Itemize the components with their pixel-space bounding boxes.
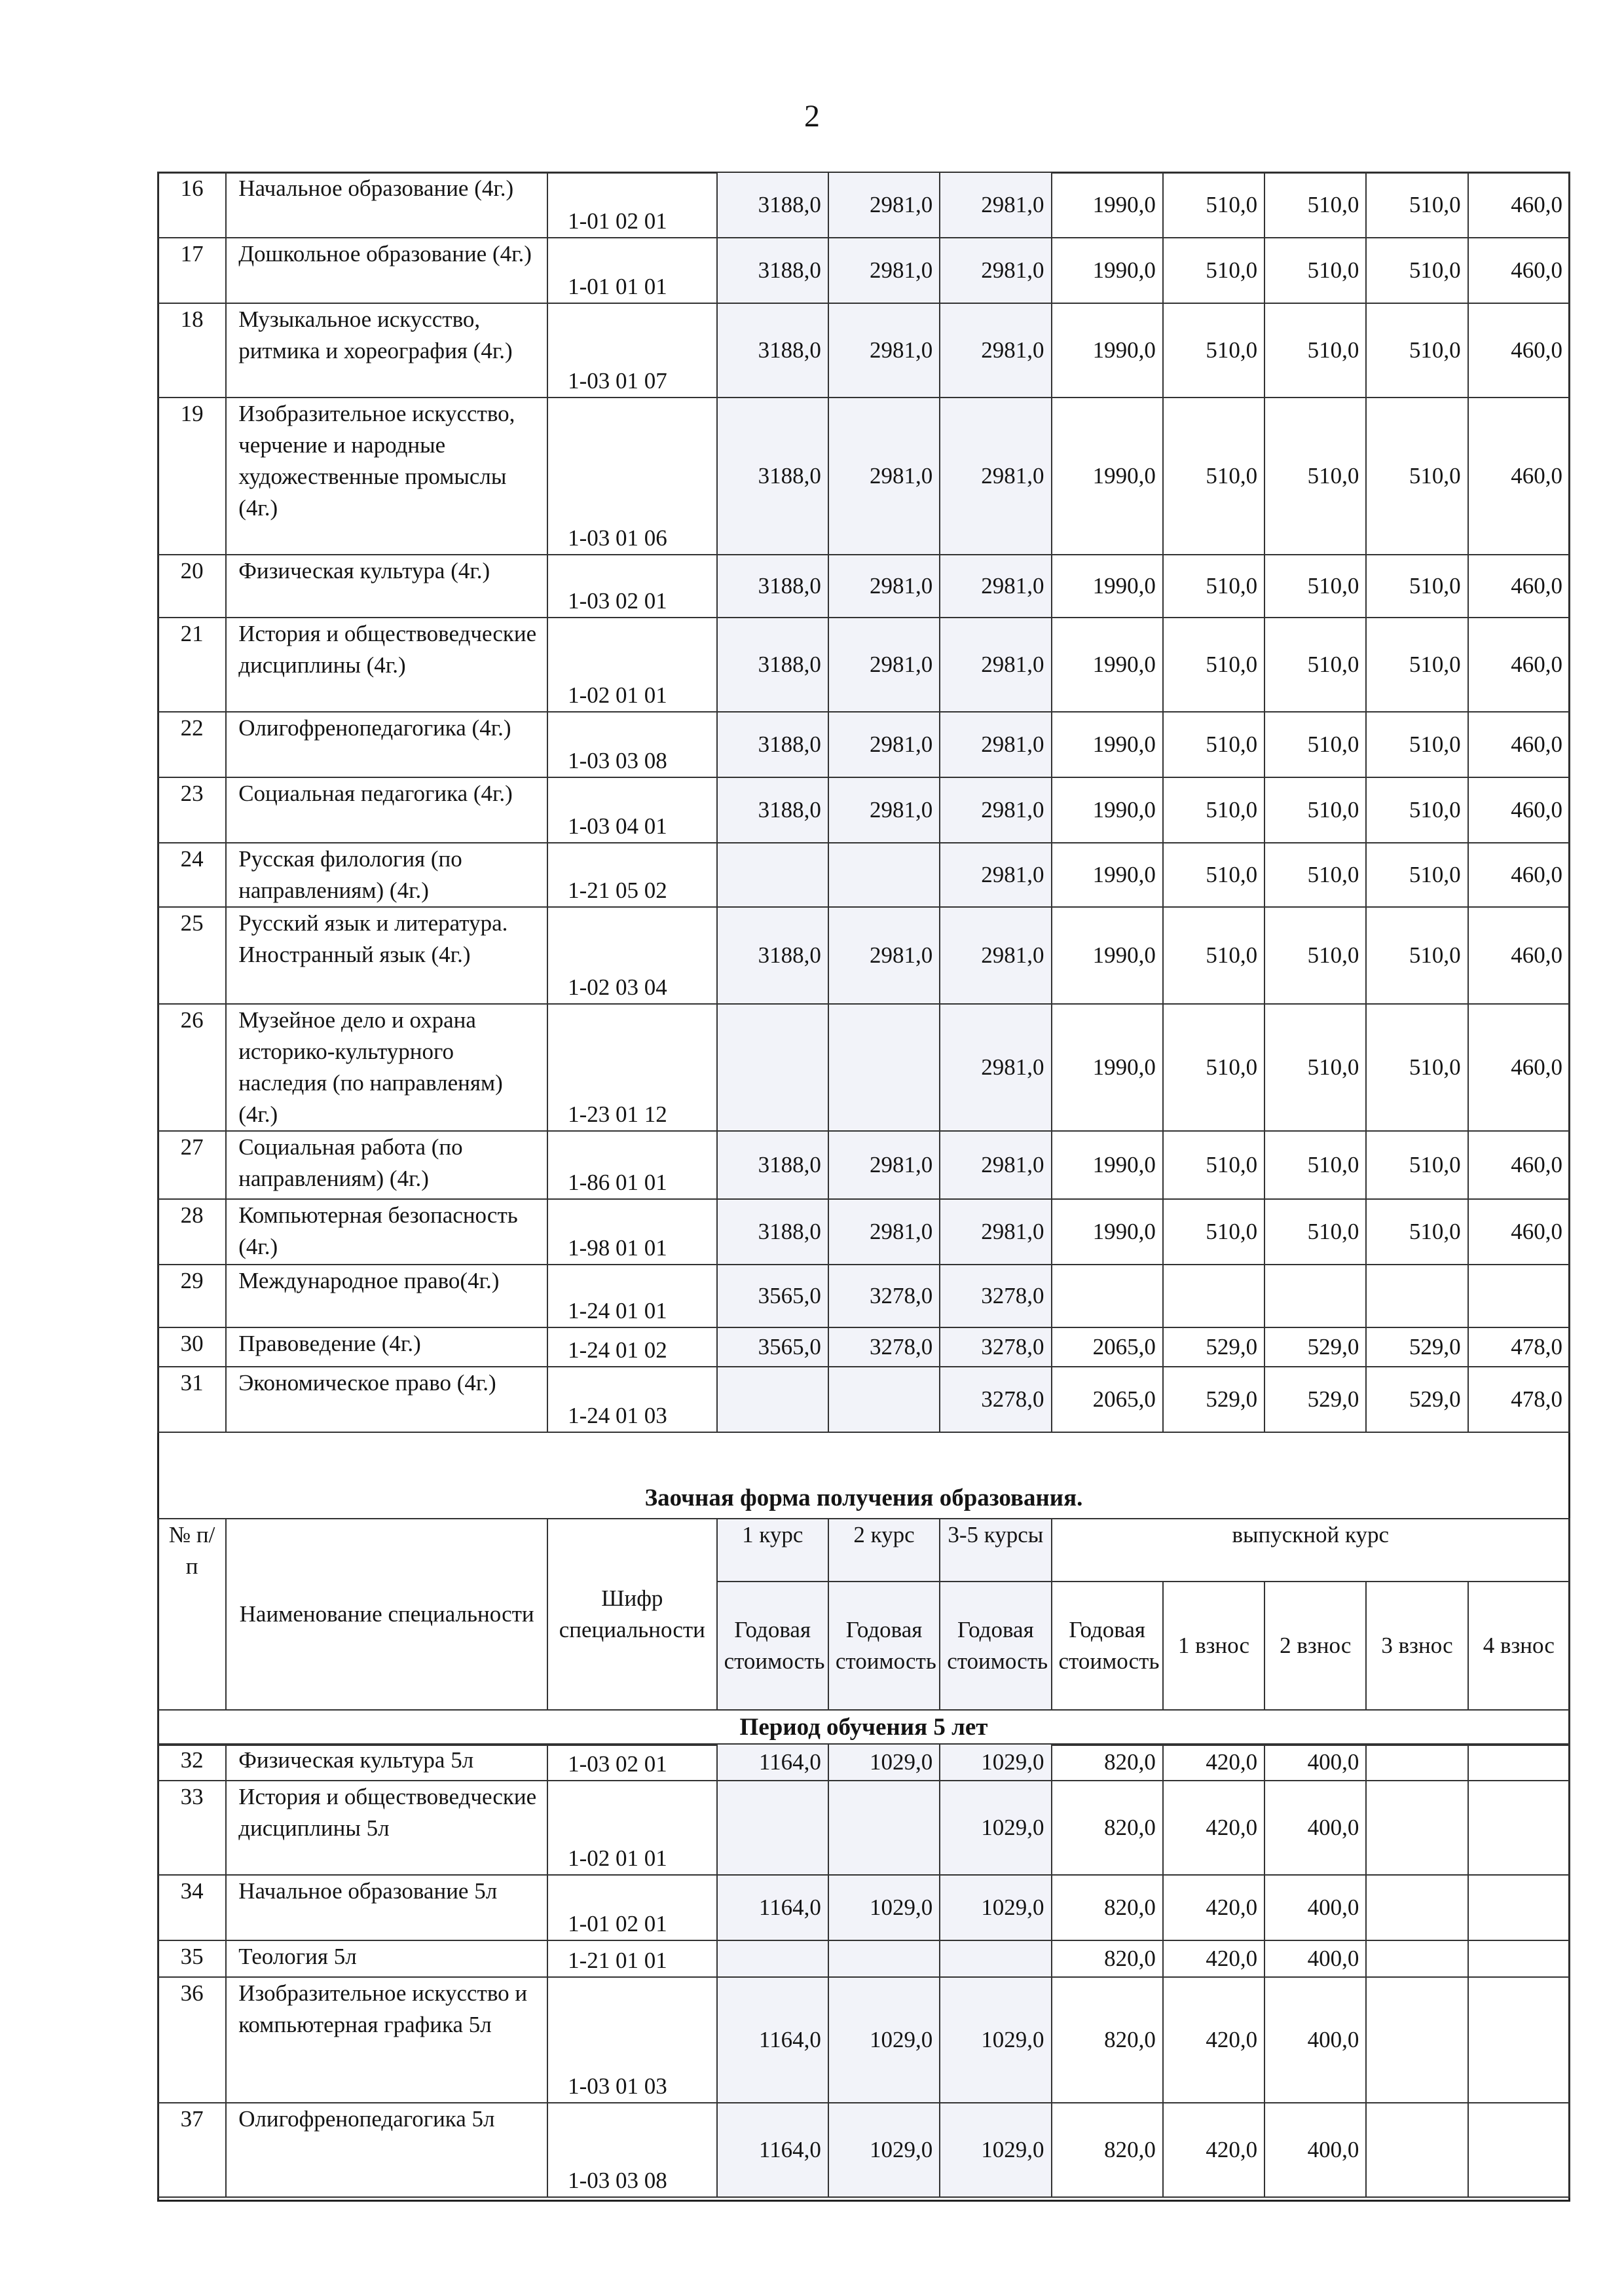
cost-course-1: 3188,0	[717, 712, 828, 777]
cost-course-3-5: 2981,0	[940, 398, 1051, 555]
installment-1: 510,0	[1163, 618, 1264, 712]
cost-graduate: 1990,0	[1052, 398, 1163, 555]
cost-graduate: 820,0	[1052, 1940, 1163, 1977]
page-number: 2	[804, 99, 820, 134]
cost-graduate: 820,0	[1052, 2103, 1163, 2197]
cost-graduate: 1990,0	[1052, 618, 1163, 712]
cost-course-2: 2981,0	[828, 1131, 940, 1199]
installment-2: 529,0	[1264, 1367, 1366, 1432]
table-row	[158, 1744, 1570, 1781]
cost-course-2	[828, 1004, 940, 1131]
installment-1: 510,0	[1163, 303, 1264, 398]
specialty-code: 1-01 02 01	[547, 1875, 716, 1940]
specialty-code: 1-01 01 01	[547, 238, 716, 303]
cost-graduate: 1990,0	[1052, 303, 1163, 398]
installment-4	[1468, 1977, 1570, 2103]
row-number: 19	[158, 398, 226, 555]
row-number: 34	[158, 1875, 226, 1940]
installment-2: 510,0	[1264, 907, 1366, 1004]
installment-4: 460,0	[1468, 777, 1570, 843]
cost-course-3-5: 3278,0	[940, 1265, 1051, 1327]
installment-1: 529,0	[1163, 1327, 1264, 1367]
installment-4: 460,0	[1468, 843, 1570, 907]
cost-graduate: 1990,0	[1052, 238, 1163, 303]
cost-course-1: 3188,0	[717, 618, 828, 712]
installment-3: 510,0	[1366, 398, 1467, 555]
specialty-code: 1-23 01 12	[547, 1004, 716, 1131]
installment-2: 529,0	[1264, 1327, 1366, 1367]
row-number: 16	[158, 172, 226, 238]
cost-course-1	[717, 1940, 828, 1977]
specialty-name: Физическая культура (4г.)	[226, 555, 547, 618]
installment-3: 510,0	[1366, 907, 1467, 1004]
header-annual-2: Годовая стоимость	[828, 1582, 940, 1710]
cost-course-2: 1029,0	[828, 1744, 940, 1781]
installment-4: 460,0	[1468, 907, 1570, 1004]
installment-3	[1366, 1744, 1467, 1781]
installment-4: 460,0	[1468, 238, 1570, 303]
specialty-code: 1-02 01 01	[547, 1781, 716, 1875]
cost-course-1: 3188,0	[717, 1131, 828, 1199]
cost-course-1: 1164,0	[717, 2103, 828, 2197]
cost-course-3-5	[940, 1940, 1051, 1977]
cost-graduate: 1990,0	[1052, 1199, 1163, 1265]
installment-3: 510,0	[1366, 618, 1467, 712]
cost-course-3-5: 2981,0	[940, 303, 1051, 398]
installment-4	[1468, 1940, 1570, 1977]
installment-2: 510,0	[1264, 398, 1366, 555]
cost-course-3-5: 3278,0	[940, 1367, 1051, 1432]
installment-3: 510,0	[1366, 238, 1467, 303]
cost-graduate: 820,0	[1052, 1875, 1163, 1940]
installment-3: 510,0	[1366, 1199, 1467, 1265]
part-time-header	[157, 1518, 1570, 1746]
table-row	[158, 398, 1570, 555]
installment-2: 510,0	[1264, 1131, 1366, 1199]
installment-2: 510,0	[1264, 843, 1366, 907]
specialty-name: История и обществоведческие дисциплины (4г.)	[226, 618, 547, 712]
cost-course-2	[828, 843, 940, 907]
cost-course-3-5: 1029,0	[940, 1744, 1051, 1781]
cost-course-3-5: 2981,0	[940, 1131, 1051, 1199]
cost-course-1: 3188,0	[717, 555, 828, 618]
installment-2: 510,0	[1264, 1004, 1366, 1131]
specialty-name: Социальная педагогика (4г.)	[226, 777, 547, 843]
table-row	[158, 777, 1570, 843]
specialty-code: 1-21 01 01	[547, 1940, 716, 1977]
header-inst-3: 3 взнос	[1366, 1582, 1467, 1710]
installment-3: 510,0	[1366, 712, 1467, 777]
cost-course-2: 3278,0	[828, 1265, 940, 1327]
table-row	[158, 1327, 1570, 1367]
row-number: 30	[158, 1327, 226, 1367]
specialty-name: История и обществоведческие дисциплины 5л	[226, 1781, 547, 1875]
table-row	[158, 1875, 1570, 1940]
installment-4	[1468, 1875, 1570, 1940]
installment-3	[1366, 1265, 1467, 1327]
specialty-code: 1-03 03 08	[547, 712, 716, 777]
header-annual-4: Годовая стоимость	[1052, 1582, 1163, 1710]
installment-1: 420,0	[1163, 1940, 1264, 1977]
installment-2: 510,0	[1264, 238, 1366, 303]
installment-4	[1468, 1781, 1570, 1875]
cost-course-2: 2981,0	[828, 238, 940, 303]
installment-4: 460,0	[1468, 618, 1570, 712]
row-number: 26	[158, 1004, 226, 1131]
specialty-name: Начальное образование 5л	[226, 1875, 547, 1940]
specialty-code: 1-21 05 02	[547, 843, 716, 907]
cost-course-3-5: 2981,0	[940, 907, 1051, 1004]
cost-course-3-5: 1029,0	[940, 1781, 1051, 1875]
cost-graduate: 2065,0	[1052, 1327, 1163, 1367]
row-number: 36	[158, 1977, 226, 2103]
specialty-code: 1-02 01 01	[547, 618, 716, 712]
installment-4: 460,0	[1468, 1199, 1570, 1265]
cost-course-1: 3188,0	[717, 238, 828, 303]
table-row	[158, 1940, 1570, 1977]
installment-3: 510,0	[1366, 172, 1467, 238]
cost-course-1: 3188,0	[717, 907, 828, 1004]
header-course35: 3-5 курсы	[940, 1519, 1051, 1582]
table-row	[158, 2103, 1570, 2197]
installment-1: 510,0	[1163, 777, 1264, 843]
cost-graduate: 1990,0	[1052, 555, 1163, 618]
installment-1: 420,0	[1163, 1977, 1264, 2103]
specialty-code: 1-03 02 01	[547, 1744, 716, 1781]
cost-course-1	[717, 1367, 828, 1432]
specialty-code: 1-01 02 01	[547, 172, 716, 238]
header-graduate: выпускной курс	[1052, 1519, 1570, 1582]
installment-3	[1366, 1781, 1467, 1875]
table-row	[158, 843, 1570, 907]
installment-1: 420,0	[1163, 2103, 1264, 2197]
cost-graduate: 820,0	[1052, 1781, 1163, 1875]
table-row	[158, 1265, 1570, 1327]
header-inst-1: 1 взнос	[1163, 1582, 1264, 1710]
row-number: 20	[158, 555, 226, 618]
cost-course-3-5: 2981,0	[940, 777, 1051, 843]
cost-course-2: 2981,0	[828, 777, 940, 843]
cost-graduate: 1990,0	[1052, 777, 1163, 843]
installment-2: 510,0	[1264, 777, 1366, 843]
cost-course-3-5: 2981,0	[940, 238, 1051, 303]
specialty-name: Музыкальное искусство, ритмика и хореография (4г.)	[226, 303, 547, 398]
table-row	[158, 1977, 1570, 2103]
cost-course-1: 1164,0	[717, 1977, 828, 2103]
header-name: Наименование специальности	[226, 1519, 547, 1710]
installment-2: 400,0	[1264, 2103, 1366, 2197]
table-row	[158, 555, 1570, 618]
specialty-name: Компьютерная безопасность (4г.)	[226, 1199, 547, 1265]
table-row	[158, 1199, 1570, 1265]
installment-1: 529,0	[1163, 1367, 1264, 1432]
installment-2: 510,0	[1264, 303, 1366, 398]
installment-1: 420,0	[1163, 1875, 1264, 1940]
specialty-code: 1-03 01 06	[547, 398, 716, 555]
installment-1: 510,0	[1163, 398, 1264, 555]
installment-3: 510,0	[1366, 777, 1467, 843]
cost-course-1	[717, 1781, 828, 1875]
installment-3: 510,0	[1366, 555, 1467, 618]
row-number: 33	[158, 1781, 226, 1875]
cost-graduate: 820,0	[1052, 1977, 1163, 2103]
cost-course-2: 2981,0	[828, 712, 940, 777]
row-number: 22	[158, 712, 226, 777]
table-row	[158, 1781, 1570, 1875]
cost-course-2: 1029,0	[828, 2103, 940, 2197]
cost-course-1: 1164,0	[717, 1744, 828, 1781]
row-number: 28	[158, 1199, 226, 1265]
installment-3: 529,0	[1366, 1327, 1467, 1367]
specialty-code: 1-98 01 01	[547, 1199, 716, 1265]
specialty-name: Русский язык и литература. Иностранный язык (4г.)	[226, 907, 547, 1004]
installment-3	[1366, 1940, 1467, 1977]
row-number: 32	[158, 1744, 226, 1781]
cost-course-1: 3565,0	[717, 1327, 828, 1367]
cost-course-2: 2981,0	[828, 907, 940, 1004]
full-time-table	[157, 172, 1570, 1433]
table-row	[158, 303, 1570, 398]
period-title: Период обучения 5 лет	[158, 1710, 1570, 1745]
cost-graduate: 1990,0	[1052, 907, 1163, 1004]
specialty-name: Международное право(4г.)	[226, 1265, 547, 1327]
installment-4: 460,0	[1468, 1004, 1570, 1131]
specialty-name: Изобразительное искусство и компьютерная графика 5л	[226, 1977, 547, 2103]
row-number: 35	[158, 1940, 226, 1977]
installment-2: 510,0	[1264, 618, 1366, 712]
cost-course-1: 3188,0	[717, 398, 828, 555]
installment-4: 460,0	[1468, 398, 1570, 555]
table-row	[158, 1131, 1570, 1199]
cost-course-2	[828, 1940, 940, 1977]
specialty-code: 1-24 01 01	[547, 1265, 716, 1327]
installment-2: 510,0	[1264, 555, 1366, 618]
cost-course-1: 1164,0	[717, 1875, 828, 1940]
header-code: Шифр специальности	[547, 1519, 716, 1710]
header-course2: 2 курс	[828, 1519, 940, 1582]
cost-course-2: 2981,0	[828, 303, 940, 398]
cost-course-3-5: 2981,0	[940, 1199, 1051, 1265]
cost-graduate: 820,0	[1052, 1744, 1163, 1781]
cost-graduate: 1990,0	[1052, 712, 1163, 777]
header-num: № п/п	[158, 1519, 226, 1710]
cost-course-3-5: 2981,0	[940, 843, 1051, 907]
header-inst-4: 4 взнос	[1468, 1582, 1570, 1710]
row-number: 25	[158, 907, 226, 1004]
installment-2: 510,0	[1264, 712, 1366, 777]
cost-course-1	[717, 843, 828, 907]
installment-2: 400,0	[1264, 1977, 1366, 2103]
table-row	[158, 172, 1570, 238]
cost-course-1: 3188,0	[717, 777, 828, 843]
installment-2: 510,0	[1264, 1199, 1366, 1265]
row-number: 37	[158, 2103, 226, 2197]
header-inst-2: 2 взнос	[1264, 1582, 1366, 1710]
installment-2: 400,0	[1264, 1744, 1366, 1781]
specialty-name: Олигофренопедагогика (4г.)	[226, 712, 547, 777]
cost-course-3-5: 2981,0	[940, 1004, 1051, 1131]
specialty-name: Дошкольное образование (4г.)	[226, 238, 547, 303]
part-time-title: Заочная форма получения образования.	[644, 1485, 1083, 1511]
cost-course-1: 3188,0	[717, 1199, 828, 1265]
cost-course-2: 1029,0	[828, 1977, 940, 2103]
cost-graduate: 1990,0	[1052, 843, 1163, 907]
specialty-code: 1-03 02 01	[547, 555, 716, 618]
specialty-name: Правоведение (4г.)	[226, 1327, 547, 1367]
cost-graduate: 2065,0	[1052, 1367, 1163, 1432]
installment-1: 420,0	[1163, 1781, 1264, 1875]
specialty-name: Олигофренопедагогика 5л	[226, 2103, 547, 2197]
installment-2: 510,0	[1264, 172, 1366, 238]
cost-course-2: 2981,0	[828, 172, 940, 238]
row-number: 17	[158, 238, 226, 303]
table-row	[158, 238, 1570, 303]
cost-course-3-5: 3278,0	[940, 1327, 1051, 1367]
header-annual-3: Годовая стоимость	[940, 1582, 1051, 1710]
installment-4: 478,0	[1468, 1367, 1570, 1432]
installment-2: 400,0	[1264, 1781, 1366, 1875]
installment-1: 510,0	[1163, 712, 1264, 777]
installment-4: 460,0	[1468, 1131, 1570, 1199]
installment-3: 510,0	[1366, 1004, 1467, 1131]
installment-3: 510,0	[1366, 1131, 1467, 1199]
installment-3: 510,0	[1366, 303, 1467, 398]
specialty-name: Изобразительное искусство, черчение и народные художественные промыслы (4г.)	[226, 398, 547, 555]
specialty-name: Начальное образование (4г.)	[226, 172, 547, 238]
installment-1: 510,0	[1163, 1199, 1264, 1265]
cost-graduate	[1052, 1265, 1163, 1327]
cost-course-3-5: 1029,0	[940, 1875, 1051, 1940]
row-number: 18	[158, 303, 226, 398]
specialty-code: 1-86 01 01	[547, 1131, 716, 1199]
header-annual-1: Годовая стоимость	[717, 1582, 828, 1710]
cost-course-1: 3188,0	[717, 303, 828, 398]
specialty-name: Экономическое право (4г.)	[226, 1367, 547, 1432]
installment-1	[1163, 1265, 1264, 1327]
installment-3	[1366, 1875, 1467, 1940]
row-number: 24	[158, 843, 226, 907]
cost-course-2	[828, 1781, 940, 1875]
cost-course-3-5: 1029,0	[940, 1977, 1051, 2103]
table-row	[158, 907, 1570, 1004]
cost-course-2	[828, 1367, 940, 1432]
installment-4: 460,0	[1468, 555, 1570, 618]
row-number: 23	[158, 777, 226, 843]
specialty-code: 1-03 01 03	[547, 1977, 716, 2103]
row-number: 21	[158, 618, 226, 712]
installment-4	[1468, 1744, 1570, 1781]
cost-graduate: 1990,0	[1052, 172, 1163, 238]
installment-1: 510,0	[1163, 555, 1264, 618]
specialty-code: 1-03 03 08	[547, 2103, 716, 2197]
installment-3	[1366, 1977, 1467, 2103]
installment-4: 460,0	[1468, 172, 1570, 238]
installment-2	[1264, 1265, 1366, 1327]
cost-course-2: 2981,0	[828, 618, 940, 712]
installment-1: 510,0	[1163, 907, 1264, 1004]
installment-4: 460,0	[1468, 712, 1570, 777]
installment-4	[1468, 1265, 1570, 1327]
cost-course-1: 3565,0	[717, 1265, 828, 1327]
cost-course-1: 3188,0	[717, 172, 828, 238]
installment-4: 460,0	[1468, 303, 1570, 398]
installment-4	[1468, 2103, 1570, 2197]
cost-course-3-5: 1029,0	[940, 2103, 1051, 2197]
cost-graduate: 1990,0	[1052, 1131, 1163, 1199]
installment-1: 510,0	[1163, 1004, 1264, 1131]
installment-4: 478,0	[1468, 1327, 1570, 1367]
table-row	[158, 1004, 1570, 1131]
row-number: 27	[158, 1131, 226, 1199]
part-time-table	[157, 1743, 1570, 2198]
table-row	[158, 712, 1570, 777]
cost-course-2: 3278,0	[828, 1327, 940, 1367]
specialty-name: Музейное дело и охрана историко-культурного наследия (по направленям) (4г.)	[226, 1004, 547, 1131]
installment-1: 420,0	[1163, 1744, 1264, 1781]
installment-3	[1366, 2103, 1467, 2197]
installment-2: 400,0	[1264, 1940, 1366, 1977]
installment-1: 510,0	[1163, 172, 1264, 238]
cost-course-3-5: 2981,0	[940, 555, 1051, 618]
specialty-name: Социальная работа (по направлениям) (4г.)	[226, 1131, 547, 1199]
installment-1: 510,0	[1163, 1131, 1264, 1199]
cost-course-1	[717, 1004, 828, 1131]
cost-course-3-5: 2981,0	[940, 172, 1051, 238]
cost-course-2: 2981,0	[828, 555, 940, 618]
installment-2: 400,0	[1264, 1875, 1366, 1940]
installment-1: 510,0	[1163, 238, 1264, 303]
specialty-code: 1-24 01 03	[547, 1367, 716, 1432]
specialty-code: 1-02 03 04	[547, 907, 716, 1004]
specialty-name: Физическая культура 5л	[226, 1744, 547, 1781]
specialty-name: Теология 5л	[226, 1940, 547, 1977]
table-row	[158, 618, 1570, 712]
installment-3: 529,0	[1366, 1367, 1467, 1432]
cost-course-3-5: 2981,0	[940, 618, 1051, 712]
specialty-code: 1-03 04 01	[547, 777, 716, 843]
header-course1: 1 курс	[717, 1519, 828, 1582]
cost-course-2: 2981,0	[828, 398, 940, 555]
row-number: 29	[158, 1265, 226, 1327]
specialty-name: Русская филология (по направлениям) (4г.)	[226, 843, 547, 907]
cost-course-2: 2981,0	[828, 1199, 940, 1265]
row-number: 31	[158, 1367, 226, 1432]
cost-graduate: 1990,0	[1052, 1004, 1163, 1131]
table-row	[158, 1367, 1570, 1432]
installment-3: 510,0	[1366, 843, 1467, 907]
specialty-code: 1-24 01 02	[547, 1327, 716, 1367]
cost-course-3-5: 2981,0	[940, 712, 1051, 777]
cost-course-2: 1029,0	[828, 1875, 940, 1940]
installment-1: 510,0	[1163, 843, 1264, 907]
specialty-code: 1-03 01 07	[547, 303, 716, 398]
